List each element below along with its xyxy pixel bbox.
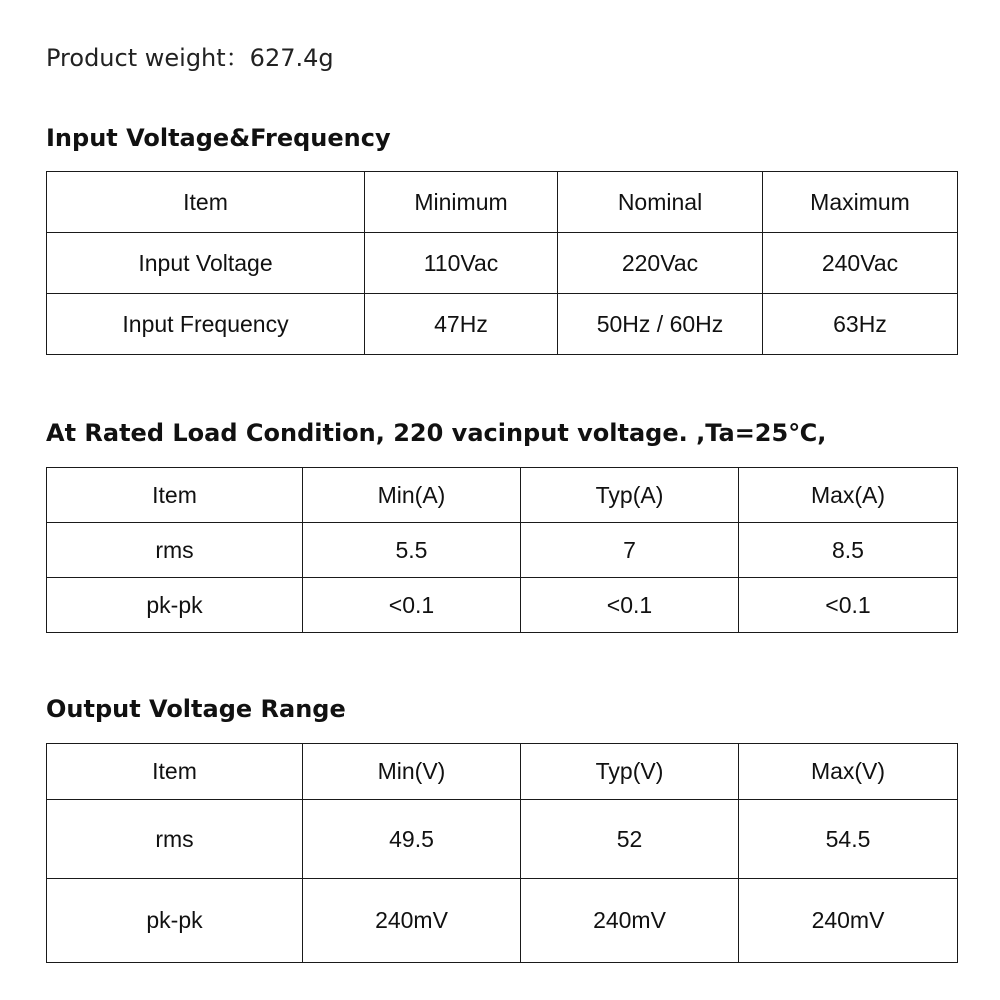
table-cell: <0.1 [521, 578, 739, 633]
table-cell: 240Vac [763, 233, 958, 294]
rated-load-current-table [46, 467, 958, 633]
column-header: Max(A) [739, 468, 958, 523]
table-row [47, 233, 958, 294]
section-title-rated-load-condition: At Rated Load Condition, 220 vacinput voltage. ,Ta=25℃, [46, 419, 827, 447]
table-cell: pk-pk [47, 578, 303, 633]
table-cell: 47Hz [365, 294, 558, 355]
column-header: Max(V) [739, 744, 958, 800]
column-header: Item [47, 468, 303, 523]
table-cell: rms [47, 523, 303, 578]
section-title-input-voltage-frequency: Input Voltage&Frequency [46, 124, 391, 152]
table-cell: <0.1 [739, 578, 958, 633]
column-header: Minimum [365, 172, 558, 233]
column-header: Item [47, 172, 365, 233]
column-header: Maximum [763, 172, 958, 233]
table-row [47, 800, 958, 879]
table-cell: <0.1 [303, 578, 521, 633]
table-header-row [47, 468, 958, 523]
column-header: Min(V) [303, 744, 521, 800]
table-header-row [47, 172, 958, 233]
column-header: Nominal [558, 172, 763, 233]
table-row [47, 879, 958, 963]
column-header: Min(A) [303, 468, 521, 523]
table-cell: 5.5 [303, 523, 521, 578]
table-cell: 240mV [739, 879, 958, 963]
column-header: Typ(A) [521, 468, 739, 523]
table-row [47, 523, 958, 578]
table-cell: 220Vac [558, 233, 763, 294]
column-header: Typ(V) [521, 744, 739, 800]
table-cell: 54.5 [739, 800, 958, 879]
section-title-output-voltage-range: Output Voltage Range [46, 695, 346, 723]
table-cell: Input Voltage [47, 233, 365, 294]
table-cell: 110Vac [365, 233, 558, 294]
column-header: Item [47, 744, 303, 800]
table-cell: 240mV [303, 879, 521, 963]
table-cell: 50Hz / 60Hz [558, 294, 763, 355]
product-weight: Product weight：627.4g [46, 44, 334, 72]
table-row [47, 578, 958, 633]
table-header-row [47, 744, 958, 800]
output-voltage-range-table [46, 743, 958, 963]
table-cell: 240mV [521, 879, 739, 963]
table-cell: rms [47, 800, 303, 879]
table-row [47, 294, 958, 355]
table-cell: 8.5 [739, 523, 958, 578]
table-cell: 7 [521, 523, 739, 578]
table-cell: 63Hz [763, 294, 958, 355]
table-cell: pk-pk [47, 879, 303, 963]
input-voltage-frequency-table [46, 171, 958, 355]
table-cell: 52 [521, 800, 739, 879]
table-cell: 49.5 [303, 800, 521, 879]
table-cell: Input Frequency [47, 294, 365, 355]
